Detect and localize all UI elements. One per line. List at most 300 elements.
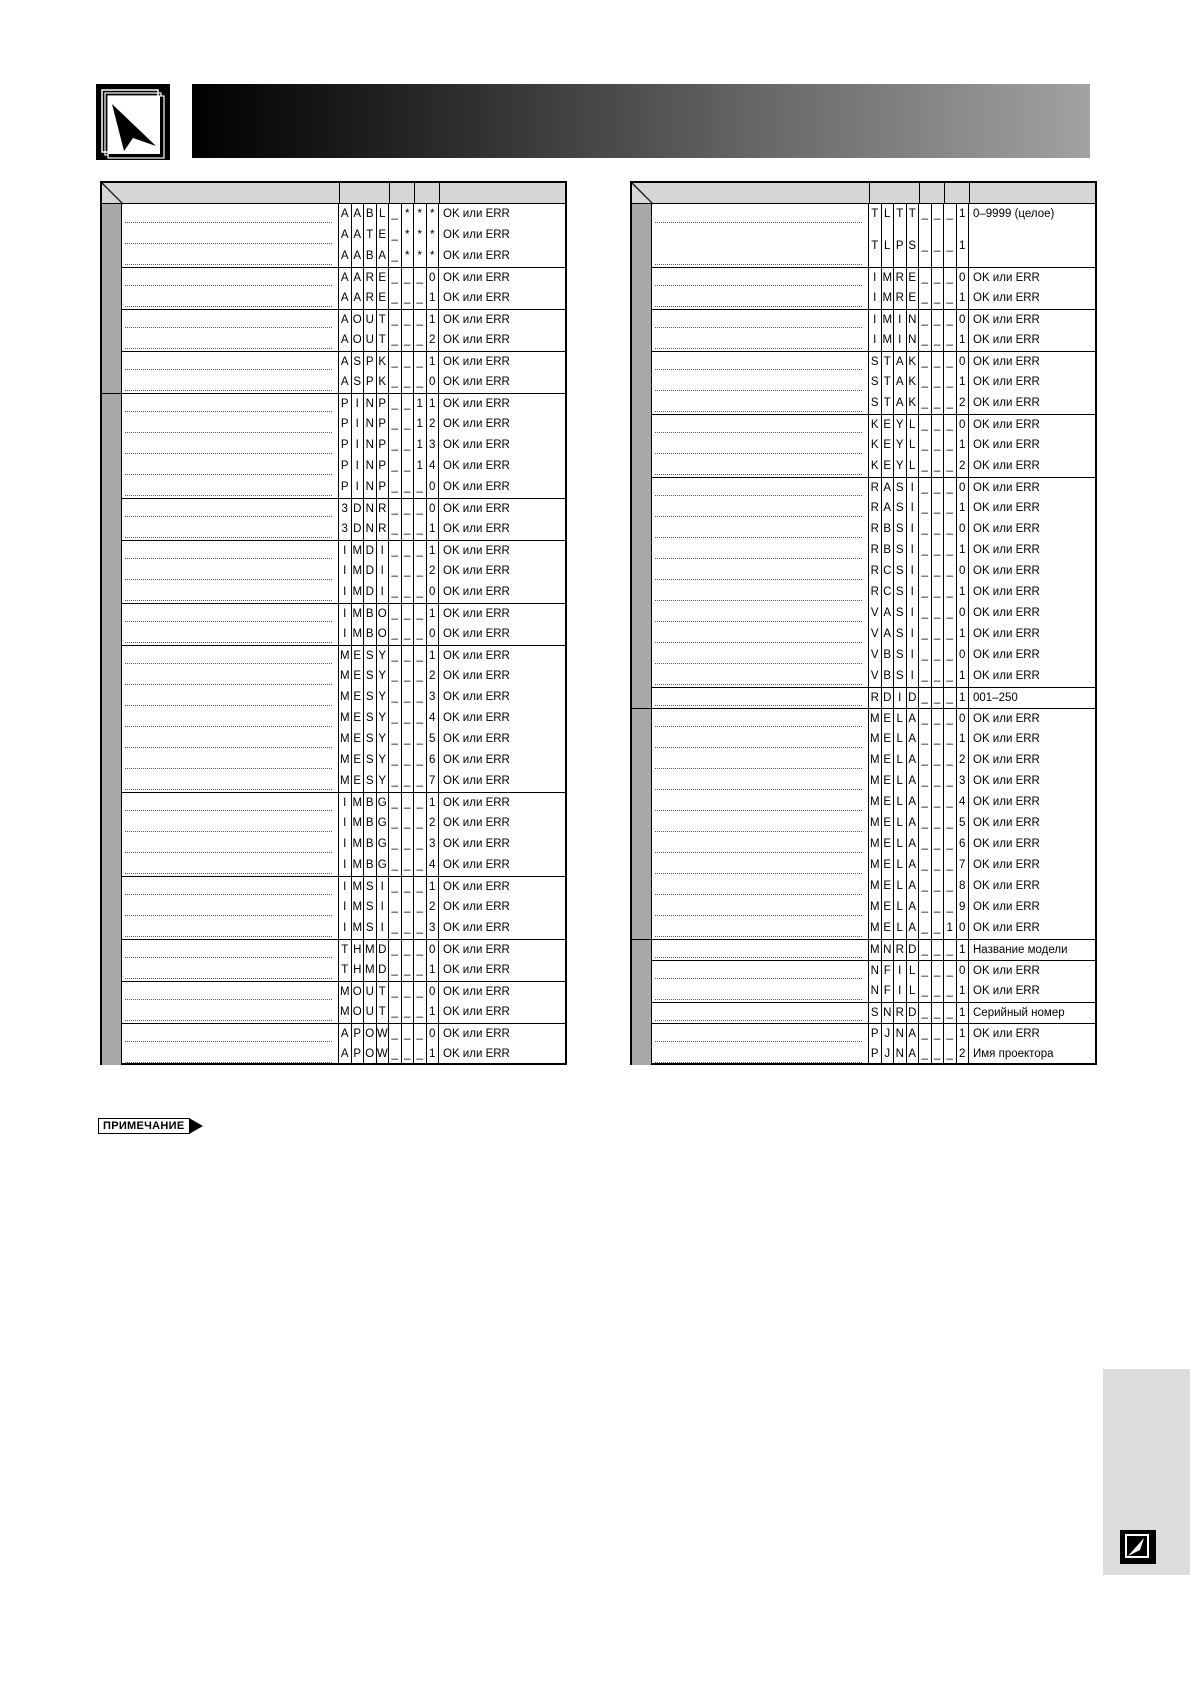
- command-code: [869, 709, 969, 729]
- command-char: _: [389, 204, 402, 225]
- command-char: S: [894, 603, 907, 624]
- row-description: [122, 834, 339, 855]
- command-char: _: [944, 981, 957, 1002]
- table-row: [122, 876, 565, 897]
- command-char: _: [932, 961, 945, 981]
- command-char: 1: [944, 918, 957, 939]
- command-char: _: [944, 729, 957, 750]
- command-char: S: [894, 666, 907, 687]
- command-char: E: [352, 729, 365, 750]
- command-char: S: [364, 918, 377, 939]
- table-row: [122, 1044, 565, 1065]
- command-char: I: [894, 961, 907, 981]
- command-char: E: [352, 666, 365, 687]
- command-char: _: [402, 499, 415, 519]
- command-char: A: [339, 1044, 352, 1065]
- command-char: E: [882, 456, 895, 477]
- response-value: OK или ERR: [973, 334, 1040, 346]
- header-logo: [96, 84, 170, 160]
- table-row: [122, 582, 565, 603]
- command-char: 3: [957, 771, 970, 792]
- command-char: I: [869, 330, 882, 351]
- response-value: OK или ERR: [973, 628, 1040, 640]
- command-char: E: [377, 268, 390, 288]
- row-description: [652, 624, 869, 645]
- command-char: M: [869, 709, 882, 729]
- command-char: _: [919, 771, 932, 792]
- command-char: L: [894, 771, 907, 792]
- response-value: OK или ERR: [443, 250, 510, 262]
- command-char: R: [869, 688, 882, 708]
- command-code: [869, 771, 969, 792]
- command-char: M: [882, 310, 895, 330]
- command-char: _: [919, 310, 932, 330]
- command-char: B: [882, 519, 895, 540]
- command-char: M: [869, 918, 882, 939]
- command-char: _: [414, 793, 427, 813]
- command-code: [869, 940, 969, 960]
- command-char: _: [402, 604, 415, 624]
- header-divider: [944, 183, 945, 203]
- command-char: 2: [427, 330, 440, 351]
- command-char: A: [907, 771, 920, 792]
- command-char: I: [907, 666, 920, 687]
- command-char: _: [919, 561, 932, 582]
- response-value: OK или ERR: [973, 880, 1040, 892]
- response-value: OK или ERR: [973, 607, 1040, 619]
- command-char: _: [944, 750, 957, 771]
- table-row: [652, 288, 1095, 309]
- command-char: O: [364, 1024, 377, 1044]
- row-description: [122, 982, 339, 1002]
- command-char: K: [907, 372, 920, 393]
- command-char: L: [907, 415, 920, 435]
- command-char: _: [932, 268, 945, 288]
- command-char: D: [364, 541, 377, 561]
- command-char: T: [364, 225, 377, 246]
- command-char: I: [339, 561, 352, 582]
- command-char: T: [882, 372, 895, 393]
- command-char: _: [944, 1003, 957, 1023]
- command-char: _: [389, 246, 402, 267]
- command-char: I: [907, 498, 920, 519]
- command-char: I: [352, 435, 365, 456]
- command-code: [339, 940, 439, 960]
- note-badge: [98, 1117, 203, 1135]
- command-char: _: [944, 372, 957, 393]
- command-char: A: [907, 1024, 920, 1044]
- table-row: [652, 771, 1095, 792]
- command-char: A: [352, 204, 365, 225]
- command-char: _: [402, 666, 415, 687]
- command-char: 1: [957, 330, 970, 351]
- response-value: OK или ERR: [973, 901, 1040, 913]
- command-char: 1: [957, 540, 970, 561]
- command-char: M: [869, 771, 882, 792]
- command-char: _: [402, 561, 415, 582]
- command-char: M: [869, 750, 882, 771]
- command-char: E: [882, 792, 895, 813]
- command-char: _: [414, 268, 427, 288]
- command-char: 0: [957, 709, 970, 729]
- row-description: [652, 204, 869, 225]
- command-char: _: [944, 792, 957, 813]
- command-code: [869, 876, 969, 897]
- table-row: [652, 729, 1095, 750]
- command-char: _: [402, 414, 415, 435]
- row-description: [652, 372, 869, 393]
- command-char: _: [932, 582, 945, 603]
- command-char: I: [339, 897, 352, 918]
- command-char: _: [402, 541, 415, 561]
- response-value: OK или ERR: [443, 670, 510, 682]
- command-code: [869, 310, 969, 330]
- command-char: E: [352, 708, 365, 729]
- command-char: 0: [427, 982, 440, 1002]
- command-char: 3: [427, 435, 440, 456]
- command-char: E: [352, 687, 365, 708]
- command-char: L: [894, 792, 907, 813]
- command-code: [869, 1044, 969, 1065]
- command-char: S: [869, 1003, 882, 1023]
- table-row: [652, 456, 1095, 477]
- group-band: [102, 393, 122, 1065]
- row-description: [652, 834, 869, 855]
- command-char: _: [944, 519, 957, 540]
- table-row: [652, 330, 1095, 351]
- command-char: _: [932, 624, 945, 645]
- command-char: A: [339, 330, 352, 351]
- command-char: 1: [427, 310, 440, 330]
- command-code: [339, 225, 439, 246]
- response-value: OK или ERR: [973, 565, 1040, 577]
- row-description: [122, 414, 339, 435]
- row-description: [652, 582, 869, 603]
- command-char: M: [339, 646, 352, 666]
- command-code: [339, 541, 439, 561]
- command-char: _: [414, 561, 427, 582]
- table-row: [652, 708, 1095, 729]
- response-value: OK или ERR: [973, 439, 1040, 451]
- table-row: [652, 813, 1095, 834]
- row-description: [122, 729, 339, 750]
- table-row: [652, 519, 1095, 540]
- row-description: [652, 709, 869, 729]
- table-row: [122, 918, 565, 939]
- response-value: OK или ERR: [443, 691, 510, 703]
- header-divider: [869, 183, 870, 203]
- table-row: [652, 561, 1095, 582]
- command-char: _: [944, 561, 957, 582]
- row-description: [122, 1044, 339, 1065]
- command-char: _: [389, 750, 402, 771]
- command-char: R: [364, 288, 377, 309]
- command-code: [339, 561, 439, 582]
- command-char: M: [352, 897, 365, 918]
- command-char: I: [377, 897, 390, 918]
- command-char: G: [377, 793, 390, 813]
- table-row: [652, 603, 1095, 624]
- command-code: [869, 981, 969, 1002]
- table-row: [652, 498, 1095, 519]
- command-table-right: [630, 181, 1097, 1065]
- response-value: OK или ERR: [443, 565, 510, 577]
- table-row: [652, 1002, 1095, 1023]
- command-char: D: [377, 960, 390, 981]
- command-char: L: [894, 855, 907, 876]
- command-code: [869, 415, 969, 435]
- row-description: [122, 1002, 339, 1023]
- command-char: Y: [894, 435, 907, 456]
- row-description: [652, 897, 869, 918]
- command-char: I: [907, 624, 920, 645]
- command-char: I: [377, 918, 390, 939]
- command-char: _: [919, 961, 932, 981]
- table-row: [122, 750, 565, 771]
- command-char: 0: [427, 624, 440, 645]
- command-char: K: [377, 352, 390, 372]
- row-description: [652, 519, 869, 540]
- command-char: P: [364, 372, 377, 393]
- response-value: OK или ERR: [443, 292, 510, 304]
- command-code: [869, 456, 969, 477]
- command-char: M: [352, 793, 365, 813]
- command-char: I: [352, 477, 365, 498]
- command-char: T: [339, 960, 352, 981]
- table-header: [102, 183, 565, 204]
- command-char: I: [352, 414, 365, 435]
- command-char: *: [402, 204, 415, 225]
- command-char: A: [907, 897, 920, 918]
- command-char: _: [932, 688, 945, 708]
- response-value: OK или ERR: [973, 796, 1040, 808]
- command-code: [869, 834, 969, 855]
- command-char: R: [377, 499, 390, 519]
- command-char: _: [402, 793, 415, 813]
- command-char: _: [402, 435, 415, 456]
- row-description: [122, 310, 339, 330]
- command-char: S: [364, 877, 377, 897]
- command-char: E: [882, 415, 895, 435]
- response-value: OK или ERR: [443, 1028, 510, 1040]
- command-char: _: [932, 940, 945, 960]
- command-char: _: [932, 372, 945, 393]
- command-char: _: [389, 729, 402, 750]
- command-char: _: [402, 771, 415, 792]
- command-char: A: [352, 225, 365, 246]
- command-char: A: [882, 624, 895, 645]
- command-code: [339, 708, 439, 729]
- command-char: _: [919, 519, 932, 540]
- command-char: L: [894, 709, 907, 729]
- command-char: R: [894, 288, 907, 309]
- table-row: [122, 330, 565, 351]
- command-char: 0: [957, 352, 970, 372]
- command-char: N: [364, 414, 377, 435]
- row-description: [122, 855, 339, 876]
- table-body: [652, 204, 1095, 1065]
- command-char: R: [894, 1003, 907, 1023]
- row-description: [652, 288, 869, 309]
- command-char: _: [944, 393, 957, 414]
- table-row: [652, 834, 1095, 855]
- table-row: [652, 540, 1095, 561]
- command-char: 1: [427, 646, 440, 666]
- row-description: [652, 771, 869, 792]
- command-char: B: [364, 624, 377, 645]
- command-char: _: [389, 225, 402, 246]
- table-row: [122, 393, 565, 414]
- command-char: _: [919, 498, 932, 519]
- command-code: [339, 288, 439, 309]
- command-char: _: [414, 288, 427, 309]
- header-divider: [389, 183, 390, 203]
- command-char: A: [352, 268, 365, 288]
- group-band: [632, 708, 652, 939]
- table-row: [122, 540, 565, 561]
- command-char: _: [389, 771, 402, 792]
- command-char: _: [389, 940, 402, 960]
- command-char: _: [414, 372, 427, 393]
- command-char: _: [402, 372, 415, 393]
- command-char: _: [944, 288, 957, 309]
- command-char: I: [339, 604, 352, 624]
- command-char: J: [882, 1044, 895, 1065]
- command-code: [869, 1003, 969, 1023]
- command-char: _: [932, 645, 945, 666]
- command-char: 0: [957, 603, 970, 624]
- command-char: S: [894, 519, 907, 540]
- command-char: N: [869, 961, 882, 981]
- command-char: S: [364, 666, 377, 687]
- command-char: S: [894, 582, 907, 603]
- table-row: [652, 393, 1095, 414]
- command-char: A: [907, 709, 920, 729]
- command-char: _: [932, 792, 945, 813]
- command-char: T: [869, 225, 882, 267]
- response-value: OK или ERR: [973, 356, 1040, 368]
- command-char: Y: [894, 456, 907, 477]
- command-char: _: [389, 793, 402, 813]
- command-char: 1: [427, 288, 440, 309]
- command-char: L: [894, 729, 907, 750]
- command-char: D: [352, 519, 365, 540]
- command-char: A: [352, 288, 365, 309]
- command-char: 2: [957, 1044, 970, 1065]
- command-char: R: [869, 582, 882, 603]
- command-char: L: [894, 750, 907, 771]
- command-char: 3: [339, 499, 352, 519]
- command-char: _: [389, 582, 402, 603]
- command-char: G: [377, 834, 390, 855]
- command-char: M: [352, 541, 365, 561]
- table-row: [652, 624, 1095, 645]
- command-char: M: [339, 687, 352, 708]
- command-code: [869, 519, 969, 540]
- command-char: _: [414, 750, 427, 771]
- command-char: _: [414, 940, 427, 960]
- command-char: M: [339, 982, 352, 1002]
- command-char: Y: [377, 708, 390, 729]
- command-char: _: [944, 540, 957, 561]
- command-char: M: [882, 288, 895, 309]
- command-char: 1: [957, 729, 970, 750]
- command-char: _: [414, 541, 427, 561]
- command-char: P: [377, 435, 390, 456]
- command-code: [339, 519, 439, 540]
- command-char: E: [352, 771, 365, 792]
- response-value: Серийный номер: [973, 1007, 1065, 1019]
- command-char: A: [339, 288, 352, 309]
- row-description: [652, 688, 869, 708]
- command-char: P: [377, 477, 390, 498]
- command-char: N: [364, 456, 377, 477]
- command-char: I: [377, 541, 390, 561]
- command-char: _: [402, 687, 415, 708]
- command-char: _: [389, 394, 402, 414]
- command-char: _: [944, 310, 957, 330]
- command-char: _: [402, 940, 415, 960]
- row-description: [122, 561, 339, 582]
- response-value: OK или ERR: [443, 922, 510, 934]
- command-char: _: [389, 1002, 402, 1023]
- row-description: [652, 666, 869, 687]
- command-char: P: [339, 414, 352, 435]
- command-char: _: [919, 204, 932, 225]
- response-value: OK или ERR: [973, 1028, 1040, 1040]
- command-char: K: [869, 415, 882, 435]
- command-char: _: [919, 688, 932, 708]
- command-char: _: [389, 646, 402, 666]
- command-char: B: [364, 793, 377, 813]
- command-char: 0: [957, 961, 970, 981]
- command-char: Y: [377, 729, 390, 750]
- command-code: [869, 897, 969, 918]
- command-char: P: [364, 352, 377, 372]
- row-description: [122, 372, 339, 393]
- command-code: [339, 352, 439, 372]
- command-char: 8: [957, 876, 970, 897]
- command-char: 6: [957, 834, 970, 855]
- command-char: _: [402, 897, 415, 918]
- command-char: _: [932, 456, 945, 477]
- command-char: E: [352, 646, 365, 666]
- command-char: O: [352, 310, 365, 330]
- command-char: 1: [414, 414, 427, 435]
- command-code: [339, 855, 439, 876]
- command-char: I: [869, 268, 882, 288]
- command-char: I: [907, 645, 920, 666]
- command-char: M: [869, 897, 882, 918]
- command-char: M: [352, 855, 365, 876]
- command-char: _: [932, 1024, 945, 1044]
- table-row: [652, 309, 1095, 330]
- table-row: [122, 960, 565, 981]
- command-char: _: [944, 645, 957, 666]
- command-char: I: [907, 478, 920, 498]
- document-pointer-icon: [96, 84, 170, 160]
- command-char: 5: [957, 813, 970, 834]
- command-char: I: [894, 981, 907, 1002]
- command-char: _: [944, 855, 957, 876]
- command-char: _: [944, 582, 957, 603]
- row-description: [652, 268, 869, 288]
- header-divider: [919, 183, 920, 203]
- command-char: _: [414, 582, 427, 603]
- command-char: 1: [957, 1003, 970, 1023]
- command-char: _: [389, 330, 402, 351]
- command-char: M: [364, 960, 377, 981]
